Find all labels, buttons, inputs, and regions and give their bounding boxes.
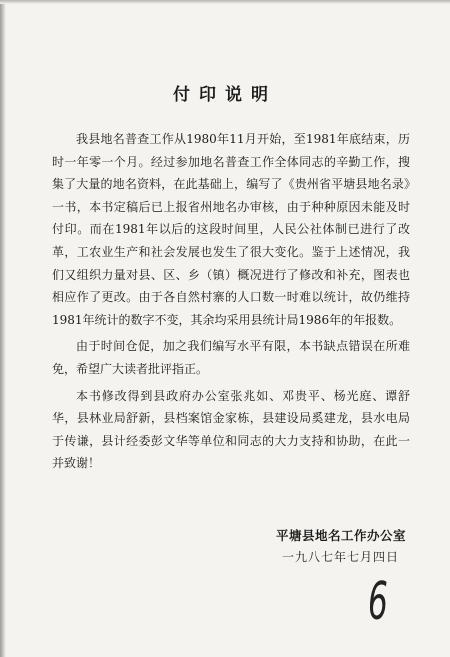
body-text [52,128,410,479]
paragraph-2: 由于时间仓促，加之我们编写水平有限，本书缺点错误在所难免，希望广大读者批评指正。 [52,339,410,376]
page-title: 付印说明 [173,85,277,105]
signature-organization: 平塘县地名工作办公室 [276,528,407,543]
signature-date: 一九八七年七月四日 [282,550,400,564]
paragraph-1: 我县地名普查工作从1980年11月开始，至1981年底结束，历时一年零一个月。经过参加地名普查工作全体同志的辛勤工作，搜集了大量的地名资料，在此基础上，编写了《贵州省平塘县地名录》一书，本书定稿后已上报省州地名办审核，由于种种原因未能及时付印。而在1981年以后的这段时间里，人民公社体制已进行了改革，工农业生产和社会发展也发生了很大变化。鉴于上述情况，我们又组织力量对县、区、乡（镇）概况进行了修改和补充，图表也相应作了更改。由于各自然村寨的人口数一时难以统计，故仍维持1981年统计的数字不变，其余均采用县统计局1986年的年报数。 [52,132,410,327]
page-number: 6 [368,572,388,632]
scan-edge-top [0,0,450,4]
paragraph-3: 本书修改得到县政府办公室张兆如、邓贵平、杨光庭、谭舒华，县林业局舒新，县档案馆金家栋，县建设局奚建龙，县水电局于传谦，县计经委彭文华等单位和同志的大力支持和协助，在此一并致谢！ [52,388,410,471]
